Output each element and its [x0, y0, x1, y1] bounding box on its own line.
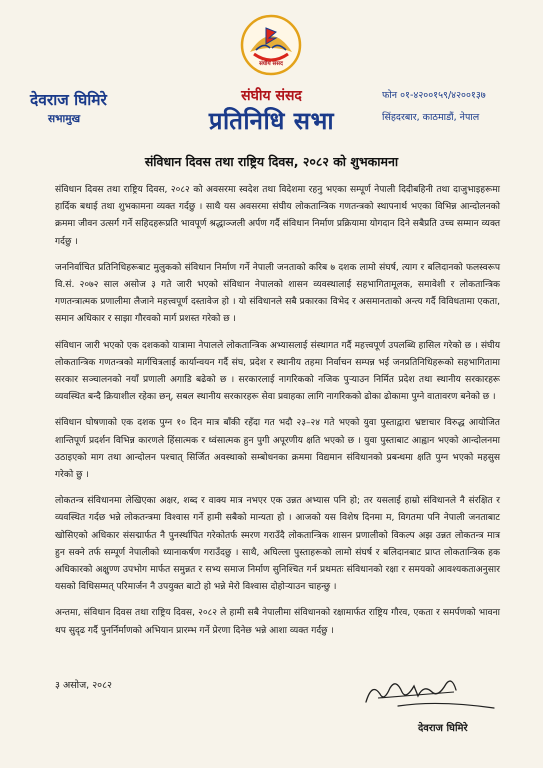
office-address: सिंहदरबार, काठमाडौं, नेपाल [382, 112, 480, 123]
paragraph: संविधान दिवस तथा राष्ट्रिय दिवस, २०८२ को अवसरमा स्वदेश तथा विदेशमा रहनु भएका सम्पूर्ण नेपाली दिदीबहिनी तथा दाजुभाइहरूमा हार्दिक बधाई तथा शुभकामना व्यक्त गर्दछु । साथै यस अवसरमा संघीय लोकतान्त्रिक गणतन्त्रको स्थापनार्थ भएका विभिन्न आन्दोलनको क्रममा जीवन उत्सर्ग गर्ने सहिदहरूप्रति भावपूर्ण श्रद्धाञ्जली अर्पण गर्दै संविधान निर्माण प्रक्रियामा योगदान दिने सबैप्रति उच्च सम्मान व्यक्त गर्दछु । [55, 185, 500, 247]
parliament-emblem-icon [240, 14, 302, 76]
handwritten-signature [358, 672, 498, 716]
letter-body [55, 182, 500, 649]
letter-subject: संविधान दिवस तथा राष्ट्रिय दिवस, २०८२ को शुभकामना [144, 154, 399, 169]
federal-parliament-heading: संघीय संसद [241, 88, 302, 104]
speaker-name: देवराज घिमिरे [30, 91, 107, 109]
paragraph: संविधान घोषणाको एक दशक पुग्न १० दिन मात्र बाँकी रहँदा गत भदौ २३–२४ गते भएको युवा पुस्ताद्वारा भ्रष्टाचार विरुद्ध आयोजित शान्तिपूर्ण प्रदर्शन विभिन्न कारणले हिंसात्मक र ध्वंसात्मक हुन पुगी अपूरणीय क्षति भएको छ । युवा पुस्ताबाट आह्वान भएको आन्दोलनमा उठाइएको माग तथा आन्दोलन पश्चात् सिर्जित अवस्थाको सम्बोधनका क्रममा विद्यमान संविधानको प्रबन्धमा क्षति पुग्न भएको महसुस गरेको छु । [55, 418, 500, 481]
letter-date: ३ असोज, २०८२ [55, 680, 112, 691]
phone-number: फोन ०१-४२००१५९/४२००१३७ [382, 90, 486, 101]
house-name-heading: प्रतिनिधि सभा [208, 107, 335, 135]
paragraph: जननिर्वाचित प्रतिनिधिहरूबाट मुलुकको संविधान निर्माण गर्ने नेपाली जनताको करिब ७ दशक लामो संघर्ष, त्याग र बलिदानको फलस्वरूप वि.सं. २०७२ साल असोज ३ गते जारी भएको संविधान नेपालको शासन व्यवस्थालाई सहभागितामूलक, समावेशी र लोकतान्त्रिक गणतन्त्रात्मक प्रणालीमा लैजाने महत्त्वपूर्ण दस्तावेज हो । यो संविधानले सबै प्रकारका विभेद र असमानताको अन्त्य गर्दै विविधतामा एकता, समान अधिकार र साझा गौरवको मार्ग प्रशस्त गरेको छ । [55, 262, 500, 325]
emblem-caption: संघीय संसद [259, 61, 283, 67]
signatory-name: देवराज घिमिरे [418, 723, 468, 734]
speaker-title: सभामुख [48, 113, 81, 125]
paragraph: अन्तमा, संविधान दिवस तथा राष्ट्रिय दिवस, २०८२ ले हामी सबै नेपालीमा संविधानको रक्षामार्फत राष्ट्रिय गौरव, एकता र समर्पणको भावना थप सुदृढ गर्दै पुनर्निर्माणको अभियान प्रारम्भ गर्ने प्रेरणा दिनेछ भन्ने आशा व्यक्त गर्दछु । [55, 608, 500, 636]
paragraph: संविधान जारी भएको एक दशकको यात्रामा नेपालले लोकतान्त्रिक अभ्यासलाई संस्थागत गर्दै महत्त्वपूर्ण उपलब्धि हासिल गरेको छ । संघीय लोकतान्त्रिक गणतन्त्रको मार्गचित्रलाई कार्यान्वयन गर्दै संघ, प्रदेश र स्थानीय तहमा निर्वाचन सम्पन्न भई जनप्रतिनिधिहरूको सहभागितामा सरकार सञ्चालनको नयाँ प्रणाली अगाडि बढेको छ । सरकारलाई नागरिकको नजिक पुऱ्याउन निर्मित प्रदेश तथा स्थानीय सरकारहरू व्यवस्थित बन्दै क्रियाशील रहेका छन्, सबल स्थानीय सरकारहरू सेवा प्रवाहका लागि नागरिकको ढोका ढोकामा पुग्ने वातावरण बनेको छ । [55, 340, 500, 403]
paragraph: लोकतन्त्र संविधानमा लेखिएका अक्षर, शब्द र वाक्य मात्र नभएर एक उन्नत अभ्यास पनि हो; तर यसलाई हाम्रो संविधानले नै संरक्षित र व्यवस्थित गर्दछ भन्ने लोकतन्त्रमा विश्वास गर्ने हामी सबैको मान्यता हो । आजको यस विशेष दिनमा म, विगतमा पनि नेपाली जनताबाट खोसिएको अधिकार संसद्मार्फत नै पुनर्स्थापित गरेकोतर्फ स्मरण गराउँदै लोकतान्त्रिक शासन प्रणालीको विकल्प अझ उन्नत लोकतन्त्र मात्र हुन सक्ने तर्फ सम्पूर्ण नेपालीको ध्यानाकर्षण गराउँदछु । साथै, अघिल्ला पुस्ताहरूको लामो संघर्ष र बलिदानबाट प्राप्त लोकतान्त्रिक हक अधिकारको अक्षुण्ण उपभोग मार्फत समुन्नत र सभ्य समाज निर्माण सुनिश्चित गर्न प्रथमतः संविधानको रक्षा र समयको आवश्यकताअनुसार यसको विधिसम्मत् परिमार्जन नै उपयुक्त बाटो हो भन्ने मेरो विश्वास दोहोऱ्याउन चाहन्छु । [55, 496, 500, 593]
